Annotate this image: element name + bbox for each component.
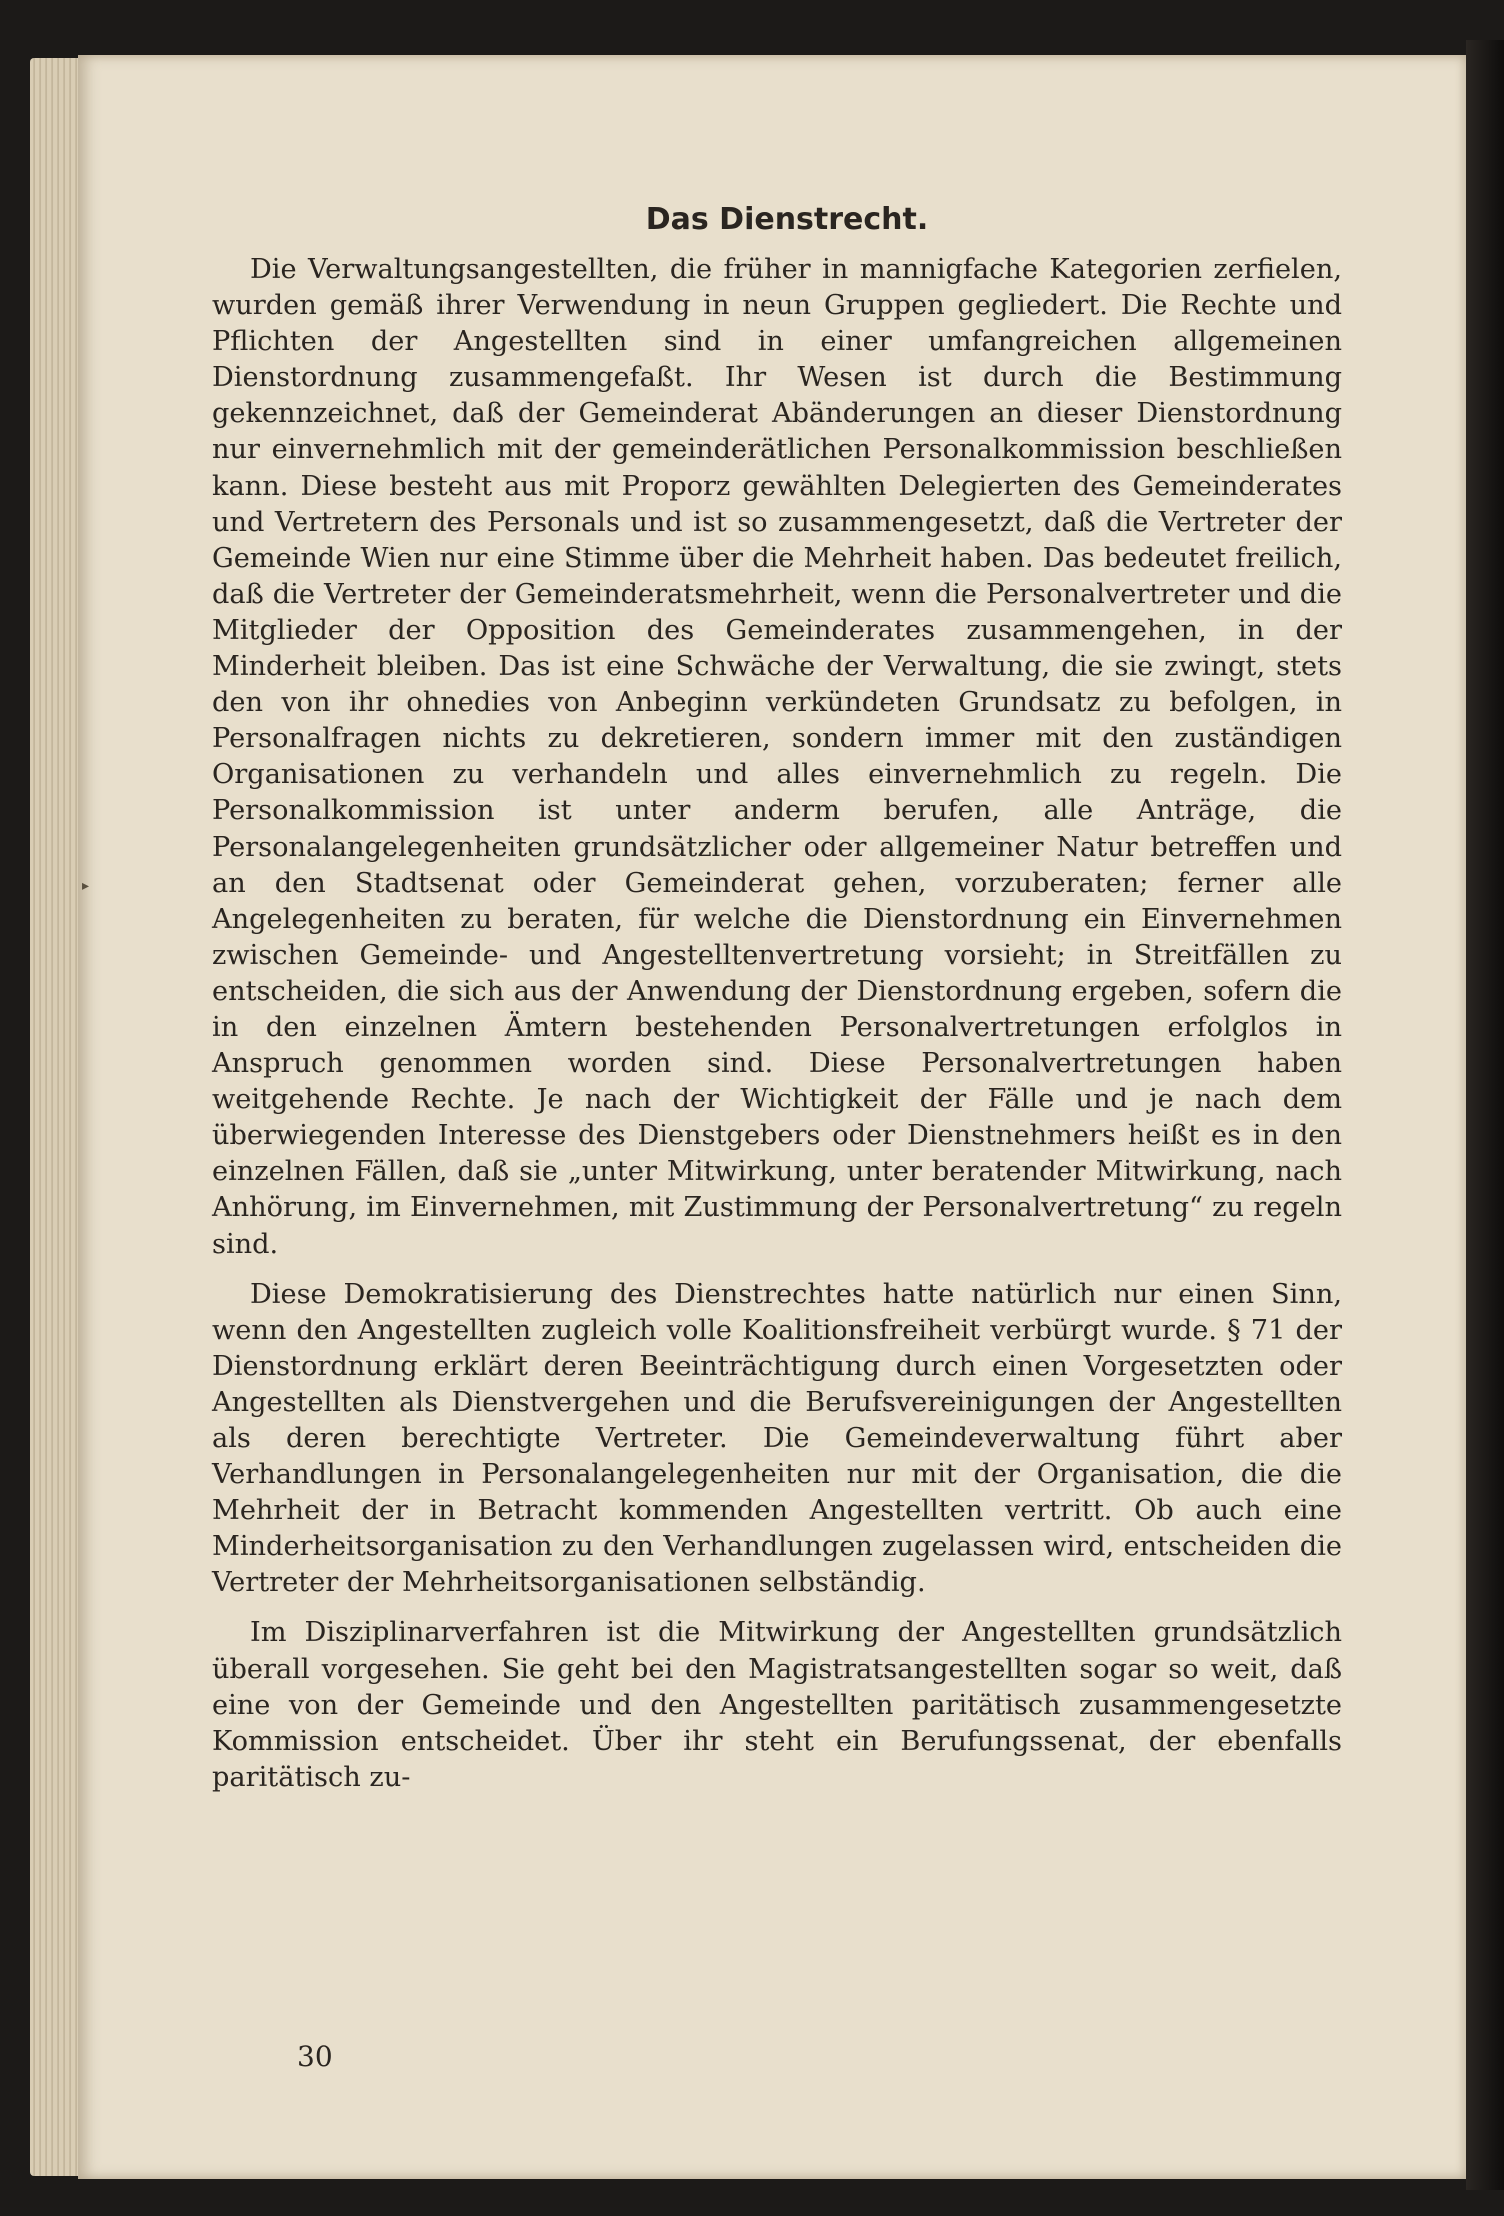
margin-mark: ▸ [82, 878, 90, 894]
paragraph-3: Im Disziplinarverfahren ist die Mitwirkung der Angestellten grundsätzlich überall vorgesehen. Sie geht bei den Magistratsangestellten sogar so weit, daß eine von der Gemeinde und den Angestellten paritätisch zusammengesetzte Kommission entscheidet. Über ihr steht ein Berufungssenat, der ebenfalls paritätisch zu- [212, 1617, 1342, 1793]
paragraph-2: Diese Demokratisierung des Dienstrechtes hatte natürlich nur einen Sinn, wenn den Angestellten zugleich volle Koalitionsfreiheit verbürgt wurde. § 71 der Dienstordnung erklärt deren Beeinträchtigung durch einen Vorgesetzten oder Angestellten als Dienstvergehen und die Berufsvereinigungen der Angestellten als deren berechtigte Vertreter. Die Gemeindeverwaltung führt aber Verhandlungen in Personalangelegenheiten nur mit der Organisation, die die Mehrheit der in Betracht kommenden Angestellten vertritt. Ob auch eine Minderheitsorganisation zu den Verhandlungen zugelassen wird, entscheiden die Vertreter der Mehrheitsorganisationen selbständig. [212, 1278, 1342, 1599]
book-spine-shadow [1466, 40, 1504, 2190]
paragraph-1: Die Verwaltungsangestellten, die früher in mannigfache Kategorien zerfielen, wurden gemäß ihrer Verwendung in neun Gruppen gegliedert. Die Rechte und Pflichten der Angestellten sind in einer umfangreichen allgemeinen Dienstordnung zusammengefaßt. Ihr Wesen ist durch die Bestimmung gekennzeichnet, daß der Gemeinderat Abänderungen an dieser Dienstordnung nur einvernehmlich mit der gemeinderätlichen Personalkommission beschließen kann. Diese besteht aus mit Proporz gewählten Delegierten des Gemeinderates und Vertretern des Personals und ist so zusammengesetzt, daß die Vertreter der Gemeinde Wien nur eine Stimme über die Mehrheit haben. Das bedeutet freilich, daß die Vertreter der Gemeinderatsmehrheit, wenn die Personalvertreter und die Mitglieder der Opposition des Gemeinderates zusammengehen, in der Minderheit bleiben. Das ist eine Schwäche der Verwaltung, die sie zwingt, stets den von ihr ohnedies von Anbeginn verkündeten Grundsatz zu befolgen, in Personalfragen nichts zu dekretieren, sondern immer mit den zuständigen Organisationen zu verhandeln und alles einvernehmlich zu regeln. Die Personalkommission ist unter anderm berufen, alle Anträge, die Personalangelegenheiten grundsätzlicher oder allgemeiner Natur betreffen und an den Stadtsenat oder Gemeinderat gehen, vorzuberaten; ferner alle Angelegenheiten zu beraten, für welche die Dienstordnung ein Einvernehmen zwischen Gemeinde- und Angestelltenvertretung vorsieht; in Streitfällen zu entscheiden, die sich aus der Anwendung der Dienstordnung ergeben, sofern die in den einzelnen Ämtern bestehenden Personalvertretungen erfolglos in Anspruch genommen worden sind. Diese Personalvertretungen haben weitgehende Rechte. Je nach der Wichtigkeit der Fälle und je nach dem überwiegenden Interesse des Dienstgebers oder Dienstnehmers heißt es in den einzelnen Fällen, daß sie „unter Mitwirkung, unter beratender Mitwirkung, nach Anhörung, im Einvernehmen, mit Zustimmung der Personalvertretung“ zu regeln sind. [212, 254, 1342, 1260]
body-text [212, 200, 1342, 1810]
section-heading: Das Dienstrecht. [645, 202, 929, 237]
page-number: 30 [297, 2040, 333, 2073]
